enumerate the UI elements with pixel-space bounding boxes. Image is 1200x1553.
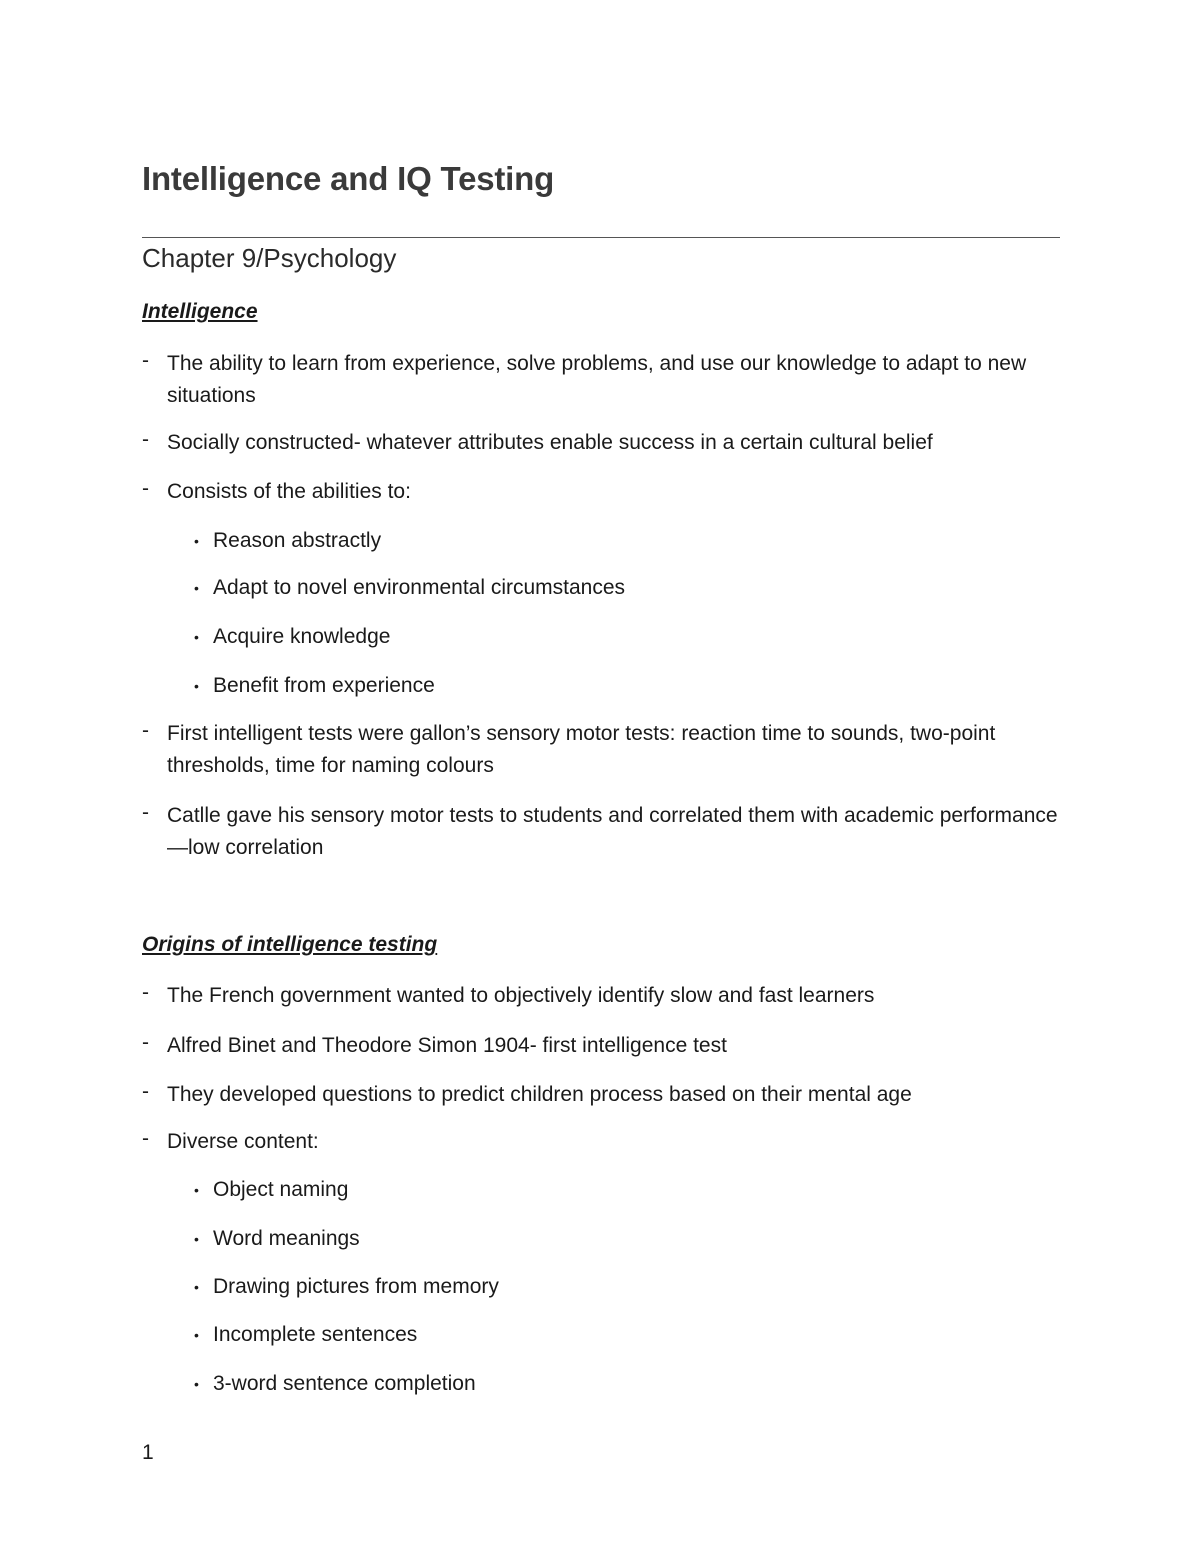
sub-list-item-text: Word meanings (213, 1227, 360, 1250)
dash-marker: - (142, 428, 149, 451)
bullet-marker: • (194, 629, 199, 645)
sub-list-item (194, 525, 381, 557)
bullet-marker: • (194, 1182, 199, 1198)
sub-list-item (194, 1271, 499, 1303)
page-title: Intelligence and IQ Testing (142, 160, 555, 197)
list-item-text: Alfred Binet and Theodore Simon 1904- first intelligence test (167, 1034, 727, 1057)
sub-list-item-text: Reason abstractly (213, 529, 382, 552)
title-divider (142, 237, 1060, 238)
list-item-text: Consists of the abilities to: (167, 480, 411, 503)
dash-marker: - (142, 1031, 149, 1054)
list-item-text: The ability to learn from experience, solve problems, and use our knowledge to adapt to new situations (167, 352, 1027, 407)
bullet-marker: • (194, 1231, 199, 1247)
list-item-text: The French government wanted to objectively identify slow and fast learners (167, 984, 875, 1007)
bullet-marker: • (194, 533, 199, 549)
sub-list-item (194, 1319, 417, 1351)
list-item (142, 980, 1060, 1012)
bullet-marker: • (194, 580, 199, 596)
dash-marker: - (142, 349, 149, 372)
list-item (142, 476, 1060, 508)
sub-list-item (194, 1223, 360, 1255)
dash-marker: - (142, 719, 149, 742)
list-item-text: Socially constructed- whatever attributes enable success in a certain cultural belief (167, 431, 933, 454)
dash-marker: - (142, 477, 149, 500)
dash-marker: - (142, 1127, 149, 1150)
list-item (142, 427, 1060, 459)
bullet-marker: • (194, 1327, 199, 1343)
bullet-marker: • (194, 1279, 199, 1295)
dash-marker: - (142, 981, 149, 1004)
list-item (142, 348, 1060, 412)
sub-list-item (194, 572, 625, 604)
dash-marker: - (142, 801, 149, 824)
bullet-marker: • (194, 1376, 199, 1392)
sub-list-item (194, 621, 390, 653)
list-item (142, 1079, 1060, 1111)
sub-list-item (194, 1368, 476, 1400)
list-item (142, 1126, 1060, 1158)
page-number: 1 (142, 1441, 154, 1464)
list-item-text: Catlle gave his sensory motor tests to students and correlated them with academic performance—low correlation (167, 804, 1058, 859)
sub-list-item-text: Incomplete sentences (213, 1323, 418, 1346)
sub-list-item-text: Drawing pictures from memory (213, 1275, 499, 1298)
dash-marker: - (142, 1080, 149, 1103)
list-item-text: They developed questions to predict children process based on their mental age (167, 1083, 912, 1106)
sub-list-item (194, 1174, 348, 1206)
sub-list-item-text: Benefit from experience (213, 674, 435, 697)
sub-list-item-text: 3-word sentence completion (213, 1372, 476, 1395)
list-item-text: First intelligent tests were gallon’s sensory motor tests: reaction time to sounds, two-point thresholds, time for naming colours (167, 722, 996, 777)
page-subtitle: Chapter 9/Psychology (142, 243, 397, 273)
bullet-marker: • (194, 678, 199, 694)
list-item-text: Diverse content: (167, 1130, 319, 1153)
section-heading-intelligence: Intelligence (142, 300, 258, 323)
sub-list-item (194, 670, 435, 702)
list-item (142, 1030, 1060, 1062)
sub-list-item-text: Acquire knowledge (213, 625, 391, 648)
section-heading-origins: Origins of intelligence testing (142, 933, 438, 956)
sub-list-item-text: Object naming (213, 1178, 349, 1201)
list-item (142, 800, 1060, 864)
sub-list-item-text: Adapt to novel environmental circumstances (213, 576, 626, 599)
list-item (142, 718, 1060, 782)
